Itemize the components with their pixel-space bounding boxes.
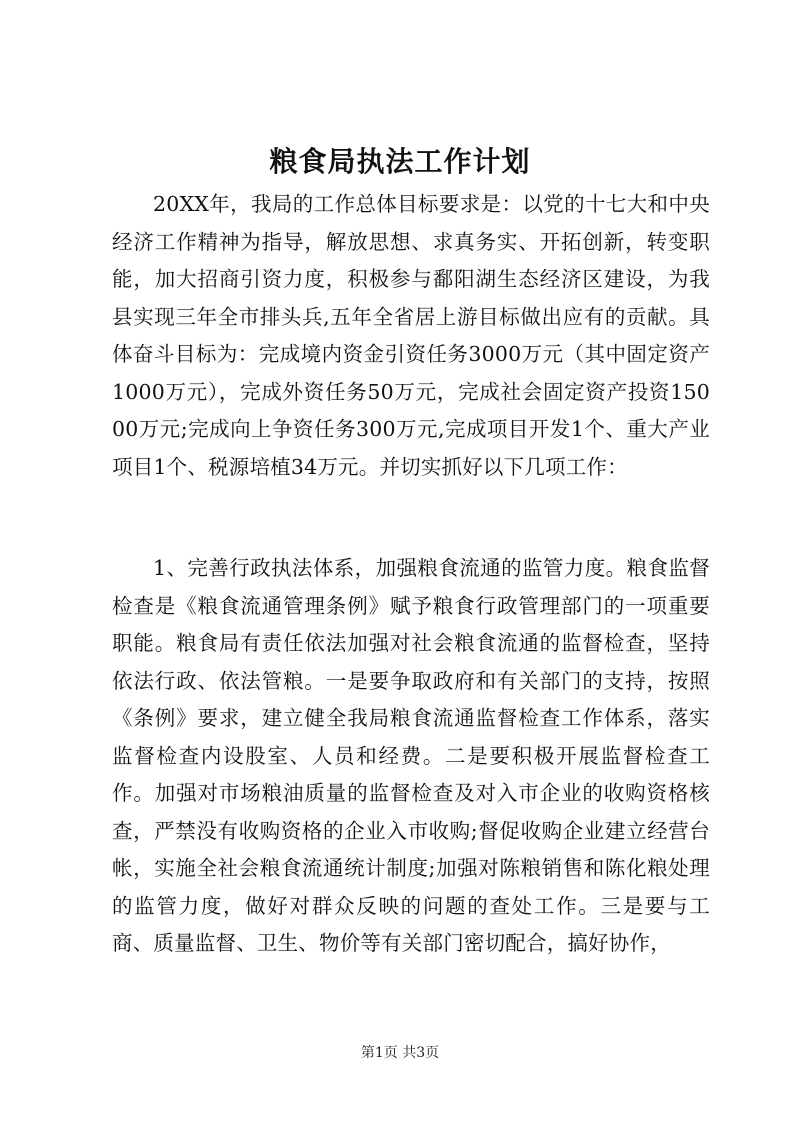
paragraph-goals: 20XX年，我局的工作总体目标要求是：以党的十七大和中央经济工作精神为指导，解放思想、求真务实、开拓创新，转变职能，加大招商引资力度，积极参与鄱阳湖生态经济区建设，为我县实现三年全市排头兵,五年全省居上游目标做出应有的贡献。具体奋斗目标为：完成境内资金引资任务3000万元（其中固定资产1000万元），完成外资任务50万元，完成社会固定资产投资15000万元;完成向上争资任务300万元,完成项目开发1个、重大产业项目1个、税源培植34万元。并切实抓好以下几项工作： — [112, 192, 710, 479]
page-title: 粮食局执法工作计划 — [269, 145, 531, 178]
paragraph-enforcement: 1、完善行政执法体系，加强粮食流通的监管力度。粮食监督检查是《粮食流通管理条例》赋予粮食行政管理部门的一项重要职能。粮食局有责任依法加强对社会粮食流通的监督检查，坚持依法行政、依法管粮。一是要争取政府和有关部门的支持，按照《条例》要求，建立健全我局粮食流通监督检查工作体系，落实监督检查内设股室、人员和经费。二是要积极开展监督检查工作。加强对市场粮油质量的监督检查及对入市企业的收购资格核查，严禁没有收购资格的企业入市收购;督促收购企业建立经营台帐，实施全社会粮食流通统计制度;加强对陈粮销售和陈化粮处理的监管力度，做好对群众反映的问题的查处工作。三是要与工商、质量监督、卫生、物价等有关部门密切配合，搞好协作， — [112, 556, 710, 955]
page-footer: 第1页 共3页 — [360, 1045, 440, 1061]
